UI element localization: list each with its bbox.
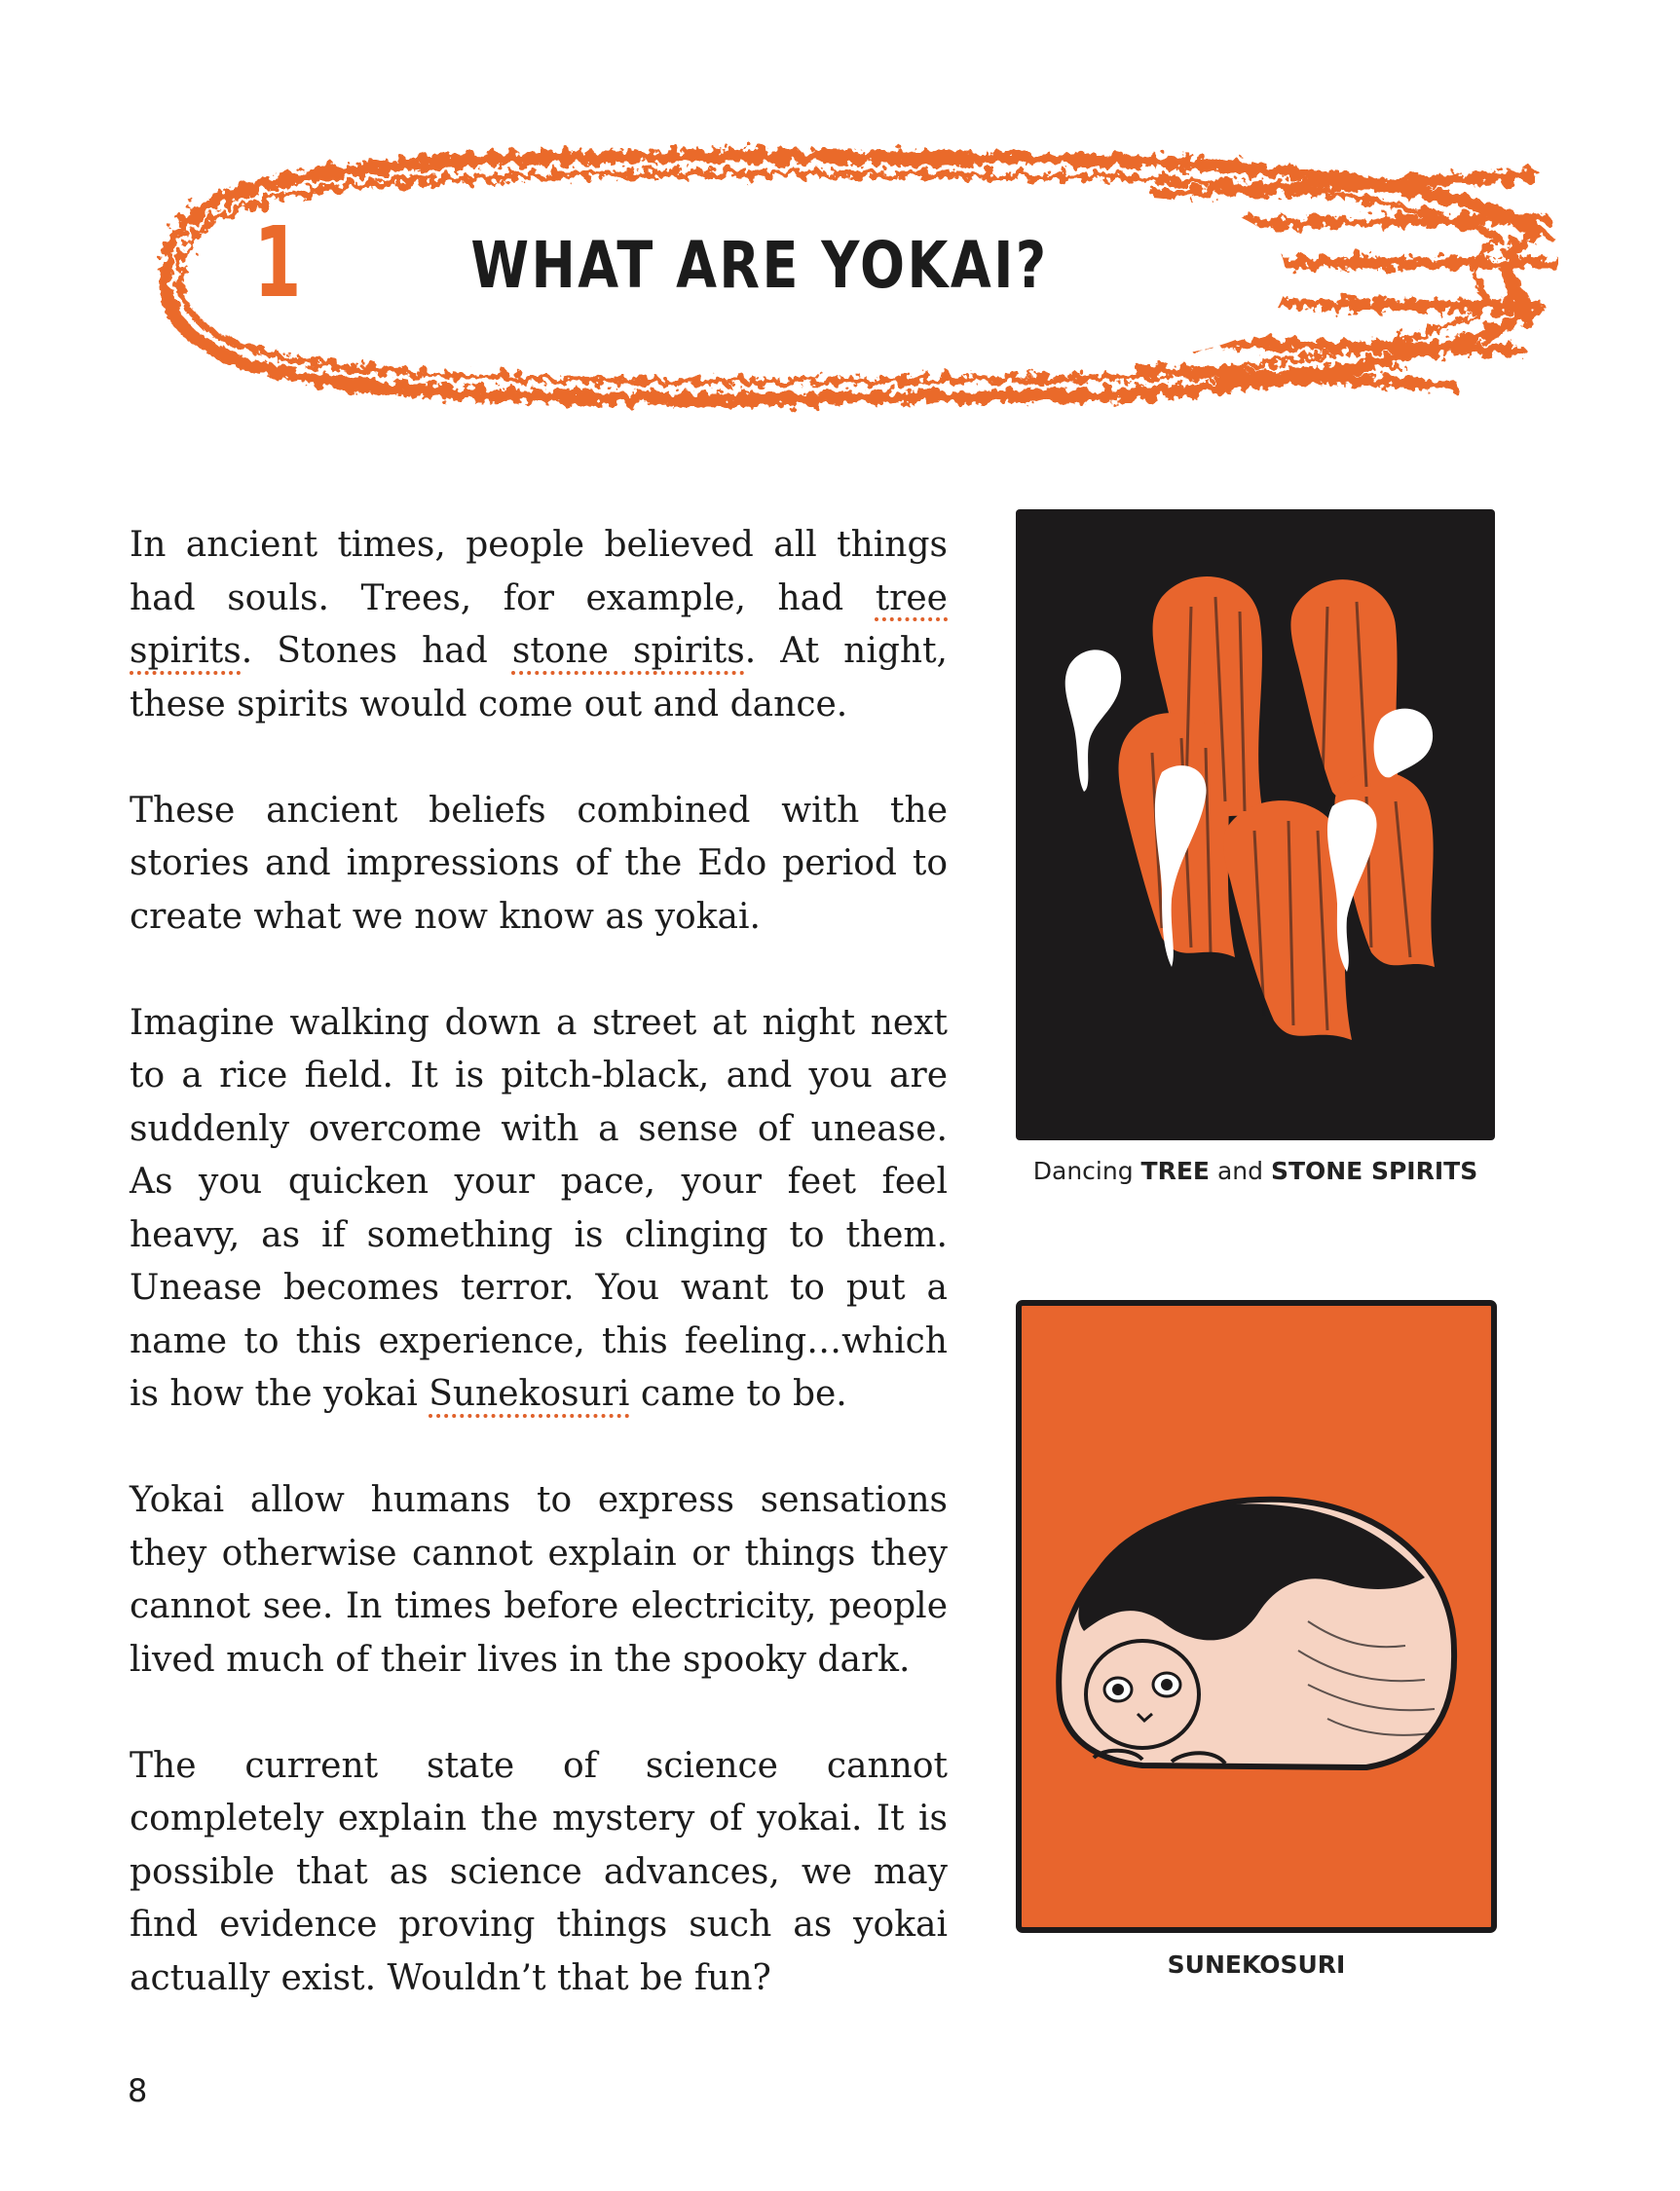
- body-text: [130, 519, 948, 2059]
- spirits-illustration: [1016, 509, 1495, 1140]
- term-tree-spirits: tree spirits: [130, 577, 948, 671]
- sunekosuri-caption: SUNEKOSURI: [1167, 1950, 1346, 1979]
- spirits-caption: Dancing TREE and STONE SPIRITS: [1032, 1157, 1478, 1185]
- chapter-number: 1: [253, 205, 302, 319]
- term-sunekosuri: Sunekosuri: [429, 1374, 630, 1414]
- term-stone-spirits: stone spirits: [511, 631, 745, 671]
- sunekosuri-illustration: [1016, 1300, 1497, 1933]
- paragraph-3: Imagine walking down a street at night next to a rice field. It is pitch-black, and you are suddenly overcome with a sense of unease. As you quicken your pace, your feet feel heavy, as if something is clinging to them. Unease becomes terror. You want to put a name to this experience, this feeling…which is how the yokai Sunekosuri came to be.: [130, 1002, 948, 1414]
- chapter-title: WHAT ARE YOKAI?: [470, 228, 1049, 303]
- paragraph-5: The current state of science cannot completely explain the mystery of yokai. It is possible that as science advances, we may find evidence proving things such as yokai actually exist. Wouldn’t that be fun?: [130, 1745, 948, 1998]
- paragraph-4: Yokai allow humans to express sensations they otherwise cannot explain or things they cannot see. In times before electricity, people lived much of their lives in the spooky dark.: [130, 1480, 948, 1680]
- page-number: 8: [128, 2072, 148, 2109]
- paragraph-1: In ancient times, people believed all things had souls. Trees, for example, had tree spirits. Stones had stone spirits. At night, these spirits would come out and dance.: [130, 525, 949, 724]
- paragraph-2: These ancient beliefs combined with the stories and impressions of the Edo period to create what we now know as yokai.: [130, 790, 948, 937]
